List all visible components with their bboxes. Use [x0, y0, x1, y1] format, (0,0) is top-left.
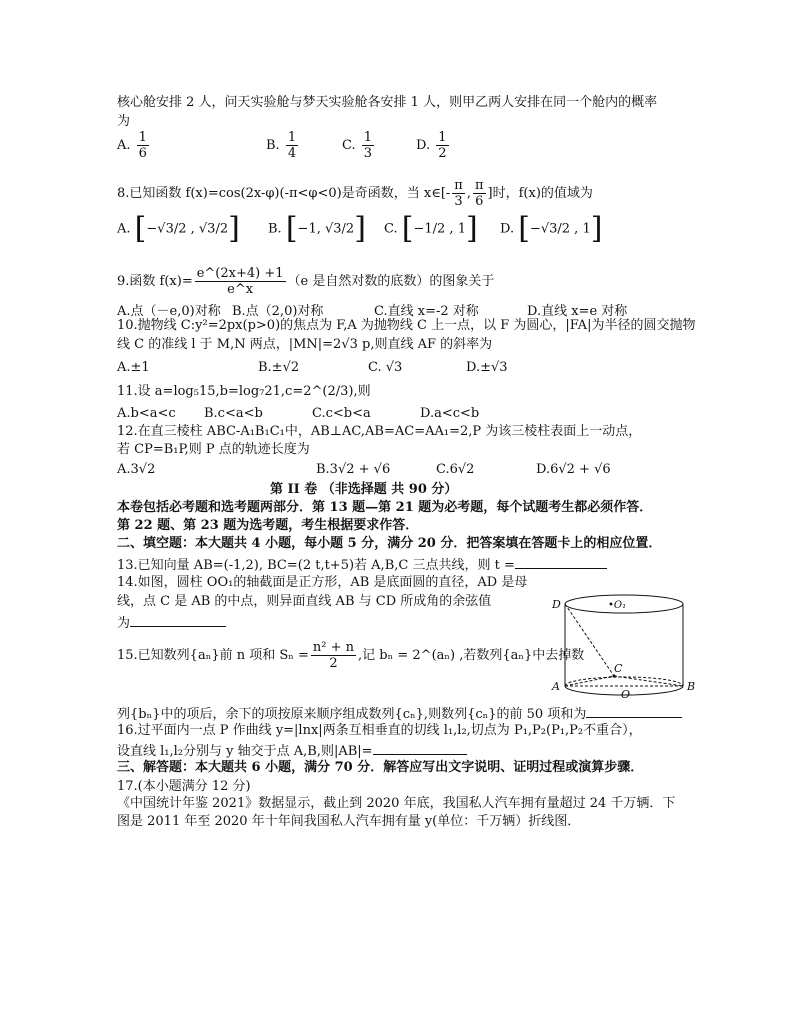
section2-heading: 二、填空题：本大题共 4 小题，每小题 5 分，满分 20 分．把答案填在答题卡上的相应位置．	[117, 536, 662, 551]
label-a: A	[552, 680, 560, 693]
q13-line: 13.已知向量 AB=(-1,2), BC=(2 t,t+5)若 A,B,C 三点共线，则 t =	[117, 555, 607, 574]
q15-line1: 15.已知数列{aₙ}前 n 项和 Sₙ = $\frac{\text{n² + n}}{2}$ ,记 bₙ = 2^(aₙ) ,若数列{aₙ}中去掉数	[117, 640, 585, 671]
q8-option-c: C. [−1/2 , 1]	[384, 211, 478, 246]
q10-option-c: C. √3	[368, 360, 403, 375]
q12-line1: 12.在直三棱柱 ABC-A₁B₁C₁中，AB⊥AC,AB=AC=AA₁=2,P 为该三棱柱表面上一动点，	[117, 424, 642, 439]
q11-option-b: B.c<a<b	[204, 406, 263, 421]
q7-stem-line2: 为	[117, 114, 131, 129]
q12-option-a: A.3√2	[117, 462, 156, 477]
q16-line2: 设直线 l₁,l₂分别与 y 轴交于点 A,B,则|AB|=	[117, 741, 467, 760]
q14-line2: 线，点 C 是 AB 的中点，则异面直线 AB 与 CD 所成角的余弦值	[117, 594, 492, 609]
q13-answer-blank	[515, 555, 607, 569]
q11-option-d: D.a<c<b	[420, 406, 480, 421]
label-b: B	[687, 680, 696, 693]
q10-line2: 线 C 的准线 l 于 M,N 两点，|MN|=2√3 p,则直线 AF 的斜率为	[117, 337, 493, 352]
q7-option-a: A. $\frac{1}{6}$	[117, 130, 147, 161]
q16-answer-blank	[373, 741, 467, 755]
q8-option-b: B. [−1, √3/2]	[268, 211, 366, 246]
q14-answer-blank	[130, 613, 226, 627]
q12-option-c: C.6√2	[436, 462, 475, 477]
q14-line3: 为	[117, 613, 226, 632]
label-d: D	[552, 598, 561, 611]
part2-title: 第 II 卷 （非选择题 共 90 分）	[270, 482, 458, 497]
segment-ca	[565, 676, 614, 686]
part2-note1: 本卷包括必考题和选考题两部分．第 13 题—第 21 题为必考题，每个试题考生都必须作答．	[117, 500, 653, 515]
q10-option-d: D.±√3	[466, 360, 508, 375]
q9-option-a: A.点（－e,0)对称	[117, 304, 221, 319]
q7-option-c: C. $\frac{1}{3}$	[342, 130, 373, 161]
q17-line2: 图是 2011 年至 2020 年十年间我国私人汽车拥有量 y(单位：千万辆）折线图．	[117, 814, 581, 829]
q15-line2: 列{bₙ}中的项后，余下的项按原来顺序组成数列{cₙ},则数列{cₙ}的前 50 项和为	[117, 704, 682, 723]
q17-heading: 17.(本小题满分 12 分)	[117, 779, 251, 794]
q12-option-b: B.3√2 + √6	[316, 462, 391, 477]
q7-option-d: D. $\frac{1}{2}$	[416, 130, 447, 161]
q9-option-b: B.点（2,0)对称	[232, 304, 324, 319]
q10-option-a: A.±1	[117, 360, 150, 375]
q11-option-a: A.b<a<c	[117, 406, 176, 421]
label-o1: •O₁	[608, 600, 627, 611]
q15-answer-blank	[586, 704, 682, 718]
q8-stem: 8.已知函数 f(x)=cos(2x-φ)(-π<φ<0)是奇函数，当 x∈[- $\frac{\pi}{3}$ , $\frac{\pi}{6}$ ]时，f(x)的值域为	[117, 178, 593, 209]
segment-dc	[565, 604, 614, 676]
q16-line1: 16.过平面内一点 P 作曲线 y=|lnx|两条互相垂直的切线 l₁,l₂,切点为 P₁,P₂(P₁,P₂不重合），	[117, 723, 642, 738]
q14-line1: 14.如图，圆柱 OO₁的轴截面是正方形，AB 是底面圆的直径，AD 是母	[117, 575, 528, 590]
q9-option-d: D.直线 x=e 对称	[527, 304, 628, 319]
label-c: C	[614, 662, 623, 675]
q9-stem: 9.函数 f(x)= $\frac{e\^{}(2x+4) +1}{e\^{}x}$ （e 是自然对数的底数）的图象关于	[117, 266, 495, 297]
q7-stem-line1: 核心舱安排 2 人，问天实验舱与梦天实验舱各安排 1 人，则甲乙两人安排在同一个舱内的概率	[117, 95, 658, 110]
q17-line1: 《中国统计年鉴 2021》数据显示，截止到 2020 年底，我国私人汽车拥有量超过 24 千万辆．下	[117, 796, 676, 811]
q8-option-d: D. [−√3/2 , 1]	[500, 211, 603, 246]
q9-option-c: C.直线 x=-2 对称	[374, 304, 479, 319]
section3-heading: 三、解答题：本大题共 6 小题，满分 70 分．解答应写出文字说明、证明过程或演算步骤．	[117, 760, 644, 775]
q8-option-a: A. [−√3/2 , √3/2]	[117, 211, 240, 246]
label-o: O	[621, 688, 631, 700]
q10-option-b: B.±√2	[258, 360, 300, 375]
cylinder-figure	[544, 590, 704, 700]
part2-note2: 第 22 题、第 23 题为选考题，考生根据要求作答．	[117, 518, 419, 533]
q12-option-d: D.6√2 + √6	[536, 462, 611, 477]
q12-line2: 若 CP=B₁P,则 P 点的轨迹长度为	[117, 442, 310, 457]
q7-option-b: B. $\frac{1}{4}$	[266, 130, 297, 161]
q11-option-c: C.c<b<a	[312, 406, 371, 421]
bottom-back-arc	[565, 677, 683, 686]
q10-line1: 10.抛物线 C:y²=2px(p>0)的焦点为 F,A 为抛物线 C 上一点，以 F 为圆心，|FA|为半径的圆交抛物	[117, 318, 696, 333]
q11-stem: 11.设 a=log₅15,b=log₇21,c=2^(2/3),则	[117, 384, 371, 399]
